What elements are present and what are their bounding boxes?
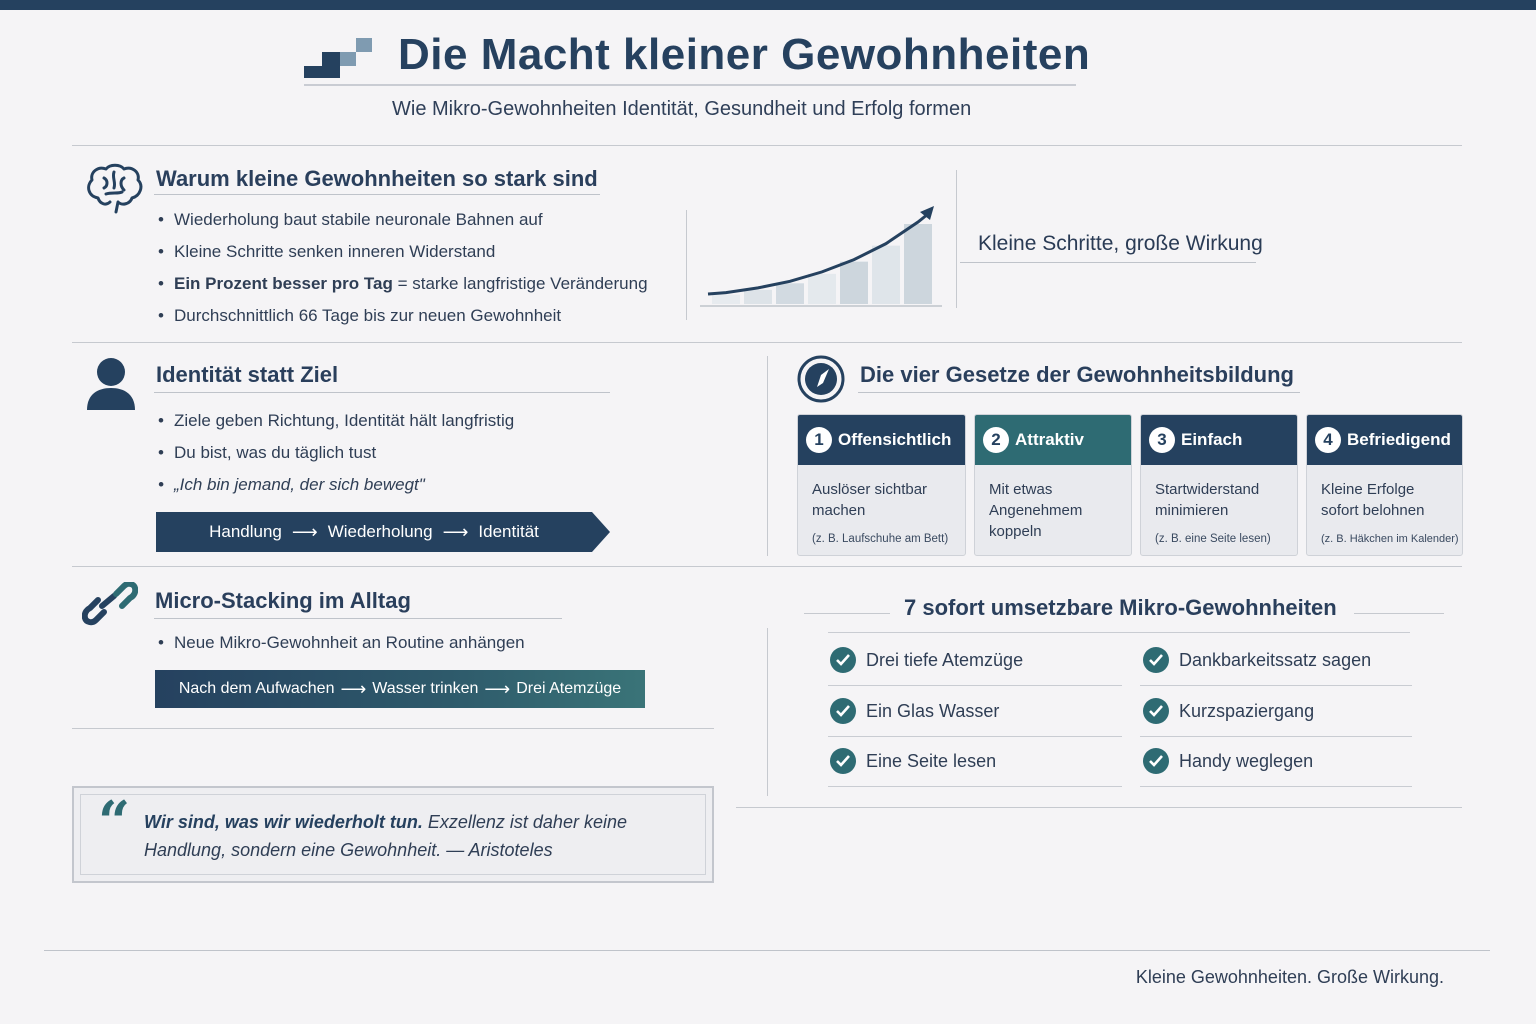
habit-rule: [828, 736, 1122, 737]
habit-item: [1143, 698, 1314, 724]
law-body: [975, 465, 1131, 542]
habit-rule: [1140, 685, 1412, 686]
law-number: 3: [1149, 427, 1175, 453]
check-icon: [830, 748, 856, 774]
why-title-rule: [154, 194, 600, 195]
list-item: [158, 268, 648, 300]
law-text: Mit etwas Angenehmem koppeln: [989, 481, 1083, 540]
list-item: • Neue Mikro-Gewohnheit an Routine anhängen: [158, 627, 525, 659]
habit-label: Kurzspaziergang: [1179, 700, 1315, 721]
law-card-4: [1306, 414, 1463, 556]
arrow-right-icon: ⟶: [484, 678, 511, 699]
flow-step: Identität: [478, 522, 539, 541]
identity-title-rule: [154, 392, 610, 393]
law-card-1: [797, 414, 966, 556]
habits-rule: [828, 632, 1410, 633]
habit-item: [1143, 647, 1371, 673]
chart-bar: [872, 246, 900, 304]
laws-title-rule: [858, 392, 1300, 393]
check-icon: [830, 698, 856, 724]
chain-link-icon: [82, 582, 138, 626]
flow-step: Nach dem Aufwachen: [178, 680, 335, 697]
habit-rule: [1140, 786, 1412, 787]
divider-vertical: [767, 356, 768, 556]
divider: [1354, 613, 1444, 614]
title-underline: [304, 84, 1076, 86]
stairs-logo-icon: [304, 38, 374, 80]
divider: [804, 613, 890, 614]
law-card-header: [798, 415, 965, 465]
habit-item: [1143, 748, 1313, 774]
page-subtitle: Wie Mikro-Gewohnheiten Identität, Gesundheit und Erfolg formen: [392, 98, 972, 120]
bold-text: Ein Prozent besser pro Tag: [174, 274, 393, 293]
habit-item: [830, 647, 1023, 673]
list-item: • Durchschnittlich 66 Tage bis zur neuen Gewohnheit: [158, 300, 648, 332]
law-name: Attraktiv: [1015, 430, 1084, 449]
footer-rule: [44, 950, 1490, 951]
law-card-header: [1307, 415, 1462, 465]
flow-step: Handlung: [209, 522, 282, 541]
divider: [72, 566, 1462, 567]
divider-vertical: [767, 628, 768, 796]
laws-title: Die vier Gesetze der Gewohnheitsbildung: [860, 362, 1294, 387]
law-name: Offensichtlich: [838, 430, 952, 449]
habit-rule: [828, 786, 1122, 787]
flow-step: Drei Atemzüge: [516, 680, 622, 697]
identity-flow-banner: [156, 512, 592, 552]
flow-step: Wiederholung: [327, 522, 433, 541]
page-title: Die Macht kleiner Gewohnheiten: [398, 30, 1091, 79]
law-example: (z. B. eine Seite lesen): [1155, 533, 1271, 545]
flow-step: Wasser trinken: [372, 680, 479, 697]
footer-tagline: Kleine Gewohnheiten. Große Wirkung.: [1135, 967, 1444, 987]
chart-bar: [776, 283, 804, 304]
law-name: Befriedigend: [1347, 430, 1451, 449]
divider: [72, 342, 1462, 343]
law-card-2: [974, 414, 1132, 556]
law-body: [1307, 465, 1462, 550]
habit-item: [830, 748, 996, 774]
law-card-header: [1141, 415, 1297, 465]
divider: [72, 145, 1462, 146]
list-item: • Du bist, was du täglich tust: [158, 437, 514, 469]
why-title: Warum kleine Gewohnheiten so stark sind: [156, 166, 598, 191]
chart-caption: Kleine Schritte, große Wirkung: [978, 232, 1263, 255]
identity-bullets: [158, 405, 514, 501]
list-item-rest: = starke langfristige Veränderung: [392, 274, 648, 293]
law-name: Einfach: [1181, 430, 1243, 449]
top-bar: [0, 0, 1536, 10]
arrow-right-icon: ⟶: [442, 521, 469, 542]
chart-bar: [840, 262, 868, 304]
habit-label: Handy weglegen: [1179, 750, 1314, 771]
check-icon: [830, 647, 856, 673]
habit-label: Dankbarkeitssatz sagen: [1179, 649, 1372, 670]
stacking-bullets: [158, 627, 525, 659]
habit-label: Eine Seite lesen: [866, 750, 997, 771]
habit-label: Ein Glas Wasser: [866, 700, 1000, 721]
check-icon: [1143, 647, 1169, 673]
chart-bar: [904, 224, 932, 304]
chart-bar: [808, 274, 836, 304]
growth-chart: [686, 200, 956, 320]
law-number: 4: [1315, 427, 1341, 453]
law-card-header: [975, 415, 1131, 465]
habit-rule: [1140, 736, 1412, 737]
list-item: • Wiederholung baut stabile neuronale Bahnen auf: [158, 204, 648, 236]
law-example: (z. B. Häkchen im Kalender): [1321, 533, 1459, 545]
habit-rule: [828, 685, 1122, 686]
why-bullets: [158, 204, 648, 332]
stacking-flow-banner: [155, 670, 645, 708]
quote-strong: Wir sind, was wir wiederholt tun.: [144, 812, 423, 832]
habit-label: Drei tiefe Atemzüge: [866, 649, 1024, 670]
law-example: (z. B. Laufschuhe am Bett): [812, 533, 949, 545]
quote-box: [72, 786, 714, 883]
chart-bar: [712, 295, 740, 304]
stacking-title: Micro-Stacking im Alltag: [155, 588, 411, 613]
chart-caption-rule: [960, 262, 1256, 263]
law-number: 2: [983, 427, 1009, 453]
stacking-title-rule: [154, 618, 562, 619]
list-item: • Ziele geben Richtung, Identität hält langfristig: [158, 405, 514, 437]
check-icon: [1143, 748, 1169, 774]
chart-bar: [744, 290, 772, 304]
law-card-3: [1140, 414, 1298, 556]
divider: [72, 728, 714, 729]
law-number: 1: [806, 427, 832, 453]
list-item: • Kleine Schritte senken inneren Widerstand: [158, 236, 648, 268]
habits-title: 7 sofort umsetzbare Mikro-Gewohnheiten: [904, 595, 1337, 620]
law-body: [798, 465, 965, 550]
law-body: [1141, 465, 1297, 550]
person-icon: [86, 356, 136, 412]
identity-title: Identität statt Ziel: [156, 362, 339, 387]
law-text: Auslöser sichtbar machen: [812, 481, 928, 519]
quote-rest: Exzellenz ist daher keine Handlung, sondern eine Gewohnheit. — Aristoteles: [144, 812, 627, 860]
divider-vertical: [956, 170, 957, 308]
law-text: Kleine Erfolge sofort belohnen: [1321, 481, 1425, 519]
check-icon: [1143, 698, 1169, 724]
compass-icon: [796, 354, 846, 404]
brain-icon: [84, 162, 144, 216]
divider: [736, 807, 1462, 808]
habit-item: [830, 698, 999, 724]
law-text: Startwiderstand minimieren: [1155, 481, 1260, 519]
arrow-right-icon: ⟶: [291, 521, 318, 542]
quote-mark-icon: “: [98, 789, 131, 855]
quote-text: [144, 808, 684, 864]
list-item: • „Ich bin jemand, der sich bewegt": [158, 469, 514, 501]
arrow-right-icon: ⟶: [340, 678, 367, 699]
